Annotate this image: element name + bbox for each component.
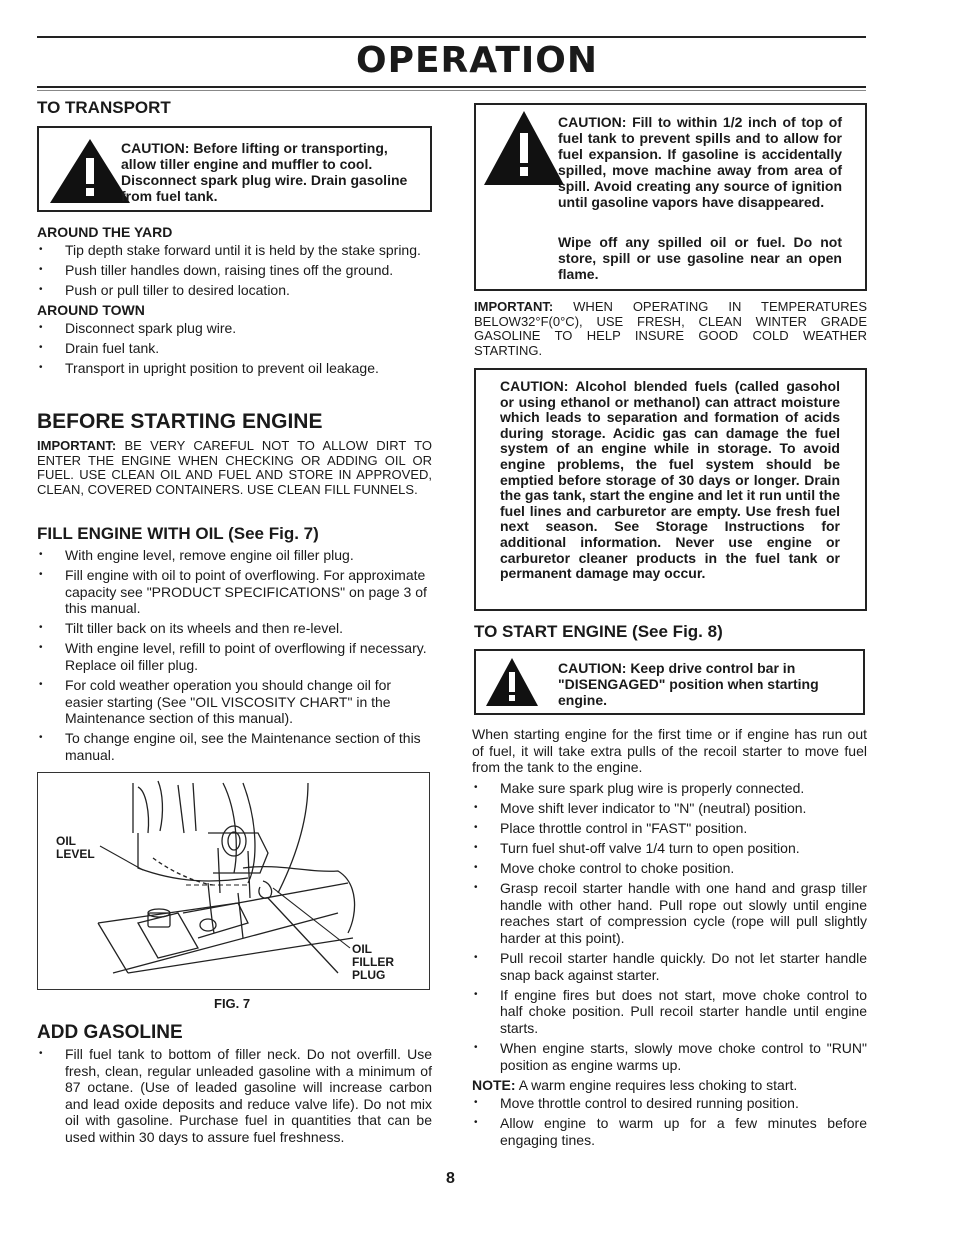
around-yard-list	[37, 242, 432, 299]
around-town-heading: AROUND TOWN	[37, 302, 145, 319]
fill-oil-heading: FILL ENGINE WITH OIL (See Fig. 7)	[37, 524, 319, 543]
start-caution-text: CAUTION: Keep drive control bar in "DISENGAGED" position when starting engine.	[558, 660, 819, 708]
list-item: • With engine level, refill to point of overflowing if necessary. Replace oil filler plug.	[37, 640, 432, 673]
start-engine-heading-wrap	[474, 622, 867, 642]
list-item: • Place throttle control in "FAST" position.	[472, 820, 867, 837]
oil-level-line2: LEVEL	[56, 847, 95, 861]
alcohol-caution-text: CAUTION: Alcohol blended fuels (called gasohol or using ethanol or methanol) can attract moisture which leads to separation and formation of acids during storage. Acidic gas can damage the fuel system of an engine while in storage. To avoid engine problems, the fuel system should be emptied before storage of 30 days or longer. Drain the gas tank, start the engine and let it run until the fuel lines and carburetor are empty. Use fresh fuel next season. See Storage Instructions for additional information. Never use engine or carburetor cleaner products in the fuel tank or permanent damage may occur.	[500, 378, 840, 582]
filler-line1: OIL	[352, 942, 372, 956]
fuel-caution-text-2: Wipe off any spilled oil or fuel. Do not store, spill or use gasoline near an open flame.	[558, 234, 842, 282]
oil-level-line1: OIL	[56, 834, 76, 848]
list-item: • Make sure spark plug wire is properly connected.	[472, 780, 867, 797]
transport-caution-box	[37, 126, 432, 212]
add-gasoline-heading: ADD GASOLINE	[37, 1022, 183, 1043]
transport-lists	[37, 224, 432, 381]
figure-7	[37, 772, 430, 990]
before-starting-important	[37, 439, 432, 497]
list-item: • Move throttle control to desired running position.	[472, 1095, 867, 1112]
note-text: A warm engine requires less choking to start.	[518, 1076, 798, 1093]
top-rule	[37, 36, 866, 38]
oil-filler-plug-label	[352, 943, 394, 982]
list-item: • Push tiller handles down, raising tines off the ground.	[37, 262, 432, 279]
transport-heading: TO TRANSPORT	[37, 98, 171, 117]
start-intro: When starting engine for the first time or if engine has run out of fuel, it will take extra pulls of the recoil starter to move fuel from the tank to the engine.	[472, 726, 867, 776]
add-gasoline-section	[37, 1022, 432, 1149]
warning-icon	[484, 656, 540, 710]
filler-line2: FILLER	[352, 955, 394, 969]
important-label: IMPORTANT:	[474, 299, 554, 314]
title-underline-thin	[37, 90, 866, 91]
warning-icon	[482, 109, 566, 189]
title-underline	[37, 86, 866, 88]
figure-caption: FIG. 7	[214, 996, 251, 1011]
transport-caution-text: CAUTION: Before lifting or transporting, allow tiller engine and muffler to cool. Disconnect spark plug wire. Drain gasoline from fuel tank.	[121, 140, 408, 204]
important-text: WHEN OPERATING IN TEMPERATURES BELOW32°F(0°C), USE FRESH, CLEAN WINTER GRADE GASOLINE TO HELP INSURE GOOD COLD WEATHER STARTING.	[474, 299, 867, 358]
list-item: • Move choke control to choke position.	[472, 860, 867, 877]
before-starting-section	[37, 410, 432, 497]
around-yard-heading: AROUND THE YARD	[37, 224, 173, 240]
list-item: • Disconnect spark plug wire.	[37, 320, 432, 337]
list-item: • If engine fires but does not start, move choke control to half choke position. Pull recoil starter handle until engine starts.	[472, 987, 867, 1037]
start-steps-list	[472, 780, 867, 1074]
list-item: • Push or pull tiller to desired location.	[37, 282, 432, 299]
list-item: • Fill fuel tank to bottom of filler neck. Do not overfill. Use fresh, clean, regular unleaded gasoline with a minimum of 87 octane. (Use of leaded gasoline will increase carbon and lead oxide deposits and reduce valve life). Do not mix oil with gasoline. Purchase fuel in quantities that can be used within 30 days to assure fuel freshness.	[37, 1046, 432, 1146]
list-item: • Tilt tiller back on its wheels and then re-level.	[37, 620, 432, 637]
start-engine-heading: TO START ENGINE (See Fig. 8)	[474, 622, 723, 641]
list-item: • Drain fuel tank.	[37, 340, 432, 357]
page-number: 8	[446, 1170, 455, 1187]
list-item: • Tip depth stake forward until it is held by the stake spring.	[37, 242, 432, 259]
list-item: • Fill engine with oil to point of overflowing. For approximate capacity see "PRODUCT SPECIFICATIONS" on page 3 of this manual.	[37, 567, 432, 617]
important-label: IMPORTANT:	[37, 438, 117, 453]
add-gasoline-list	[37, 1046, 432, 1146]
start-steps-list-2	[472, 1095, 867, 1148]
filler-line3: PLUG	[352, 968, 386, 982]
list-item: • Pull recoil starter handle quickly. Do not let starter handle snap back against starter.	[472, 950, 867, 983]
alcohol-caution-box	[474, 368, 867, 611]
before-starting-heading: BEFORE STARTING ENGINE	[37, 410, 323, 433]
list-item: • Allow engine to warm up for a few minutes before engaging tines.	[472, 1115, 867, 1148]
left-column	[37, 98, 432, 118]
important-text: BE VERY CAREFUL NOT TO ALLOW DIRT TO ENTER THE ENGINE WHEN CHECKING OR ADDING OIL OR FUEL. USE CLEAN OIL AND FUEL AND STORE IN APPROVED, CLEAN, COVERED CONTAINERS. USE CLEAN FILL FUNNELS.	[37, 438, 432, 497]
around-town-list	[37, 320, 432, 377]
oil-level-label	[56, 835, 95, 861]
list-item: • For cold weather operation you should change oil for easier starting (See "OIL VISCOSITY CHART" in the Maintenance section of this manual).	[37, 677, 432, 727]
start-engine-section	[472, 726, 867, 1152]
list-item: • When engine starts, slowly move choke control to "RUN" position as engine warms up.	[472, 1040, 867, 1073]
list-item: • With engine level, remove engine oil filler plug.	[37, 547, 432, 564]
fuel-caution-text-1: CAUTION: Fill to within 1/2 inch of top of fuel tank to prevent spills and to allow for fuel expansion. If gasoline is accidentally spilled, move machine away from area of spill. Avoid creating any source of ignition until gasoline vapors have disappeared.	[558, 114, 842, 210]
fill-oil-list	[37, 547, 432, 764]
list-item: • Grasp recoil starter handle with one hand and grasp tiller handle with other hand. Pull rope out slowly until engine reaches start of compression cycle (rope will pull slightly harder at this point).	[472, 880, 867, 946]
list-item: • To change engine oil, see the Maintenance section of this manual.	[37, 730, 432, 763]
list-item: • Turn fuel shut-off valve 1/4 turn to open position.	[472, 840, 867, 857]
fuel-caution-box	[474, 103, 867, 291]
list-item: • Move shift lever indicator to "N" (neutral) position.	[472, 800, 867, 817]
start-caution-box	[474, 649, 865, 715]
list-item: • Transport in upright position to prevent oil leakage.	[37, 360, 432, 377]
start-note	[472, 1077, 867, 1094]
winter-important	[474, 300, 867, 358]
page-title: OPERATION	[355, 40, 599, 81]
note-label: NOTE:	[472, 1076, 516, 1093]
fill-oil-section	[37, 524, 432, 767]
